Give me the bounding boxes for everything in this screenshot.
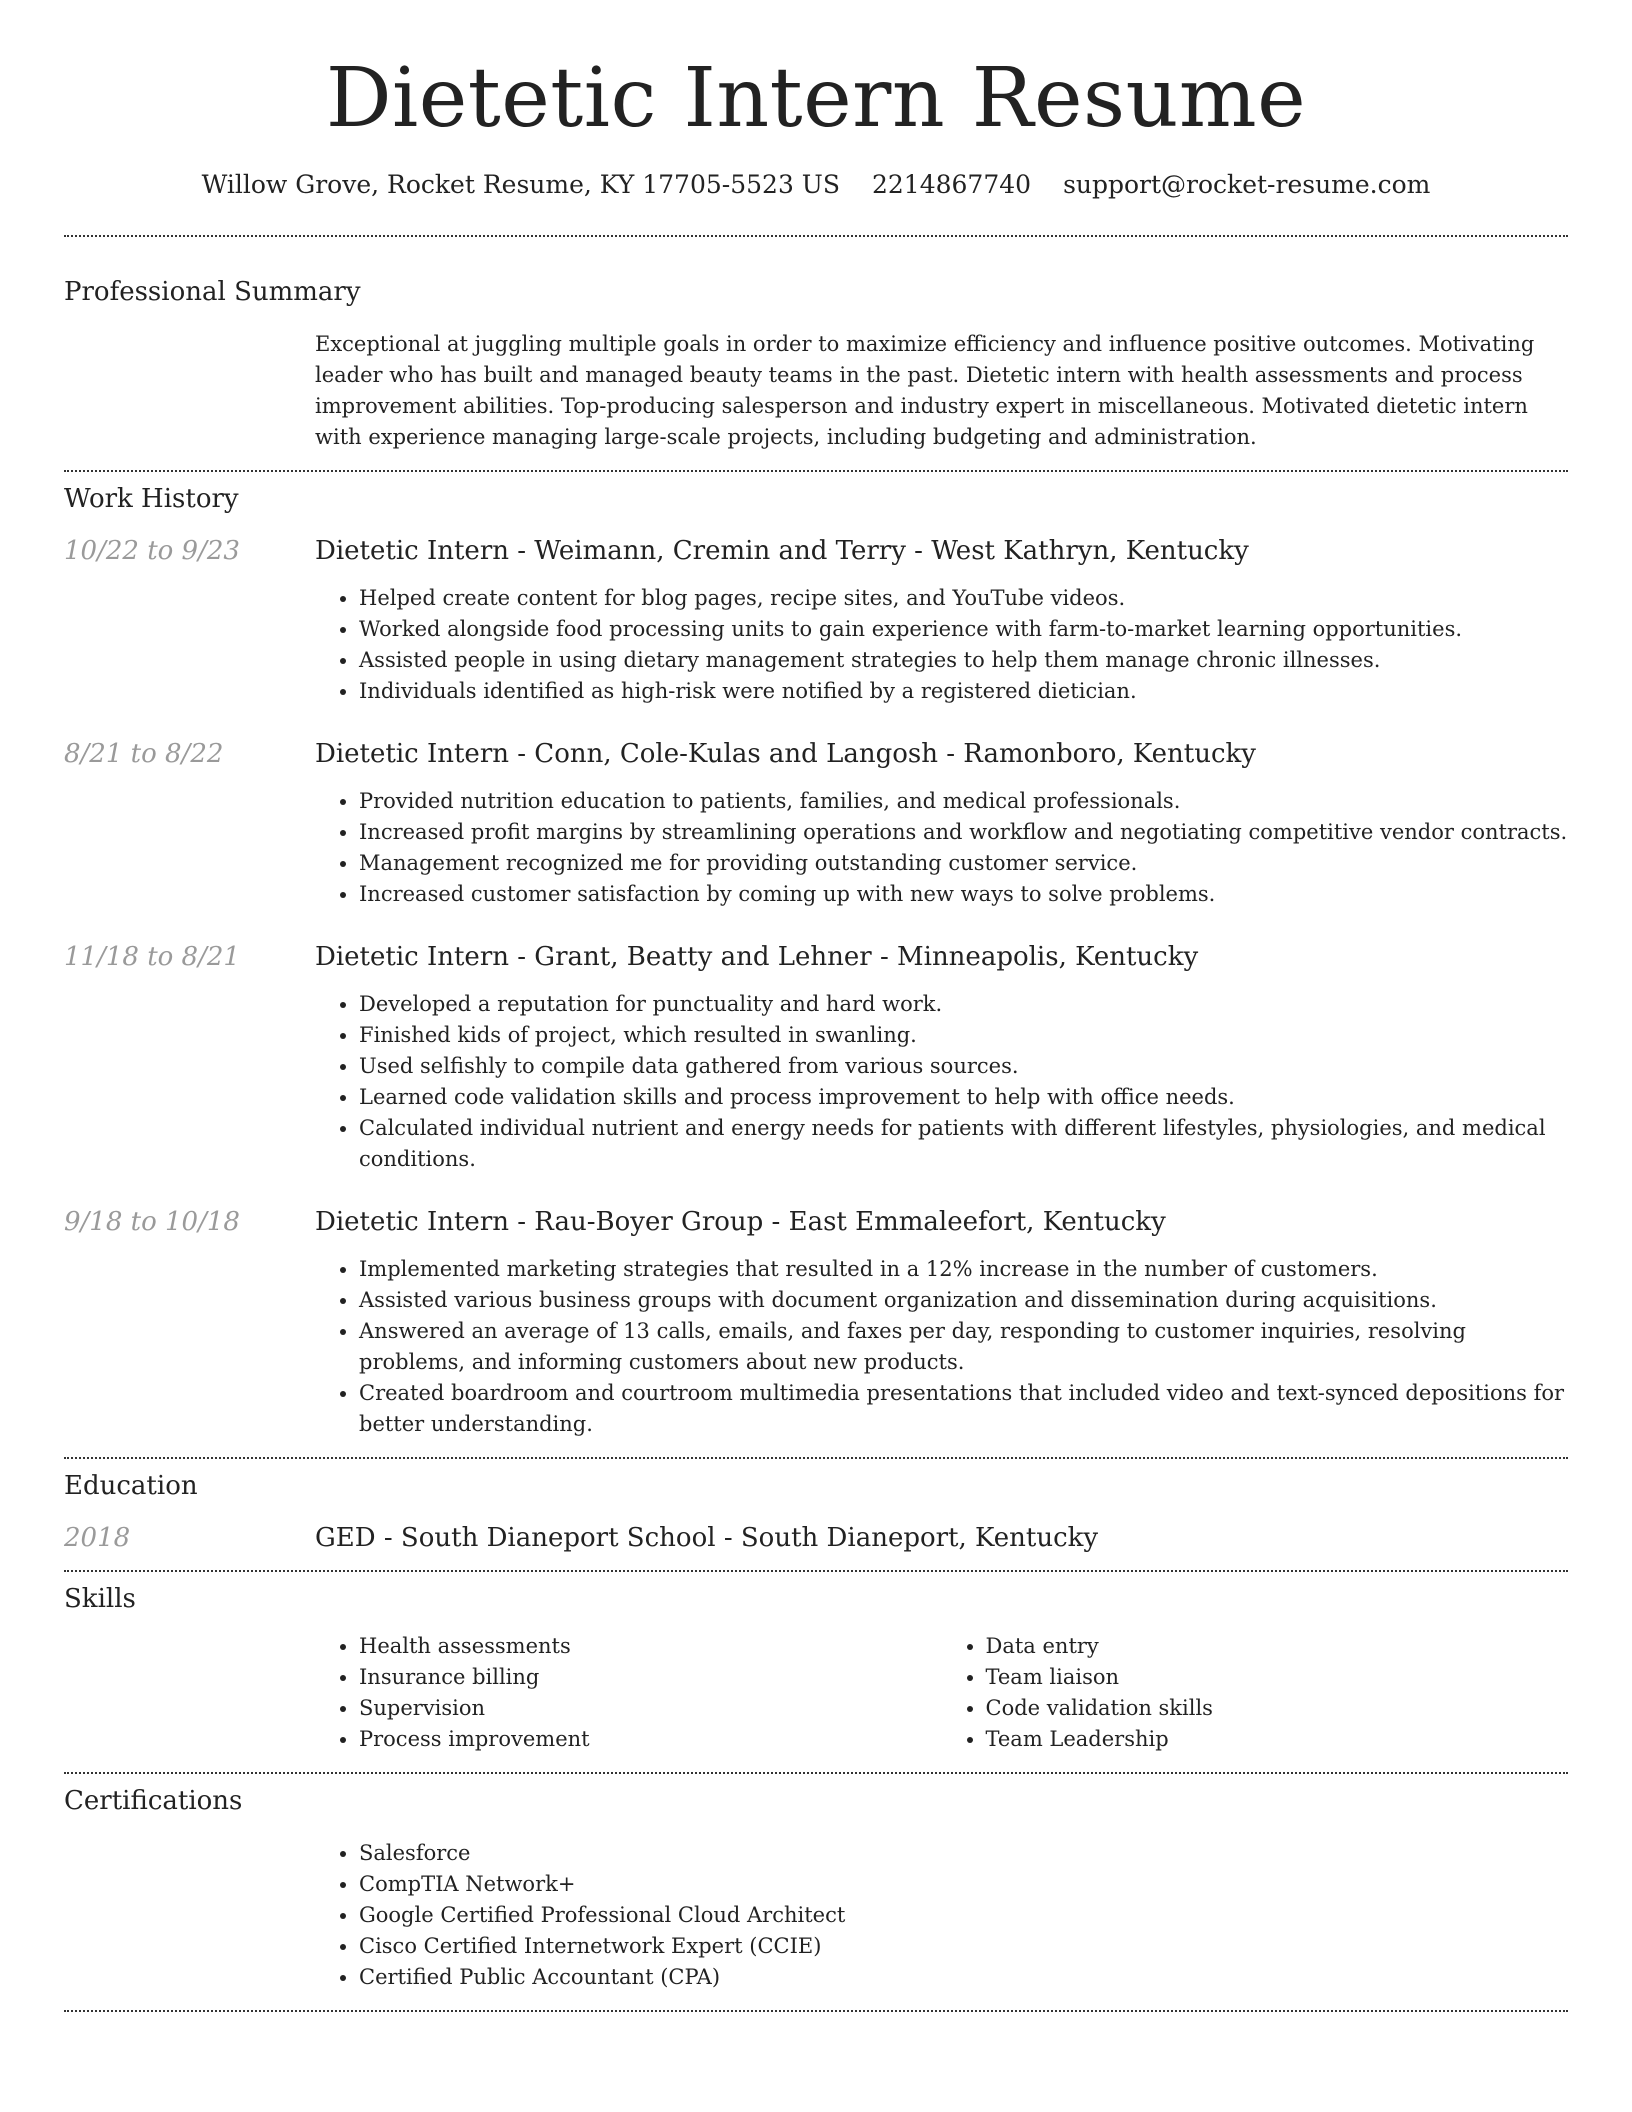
certification-item: • Google Certified Professional Cloud Architect (359, 1900, 1568, 1931)
skill-item: • Data entry (986, 1631, 1569, 1662)
list-item: • Increased profit margins by streamlining operations and workflow and negotiating competitive vendor contracts. (359, 817, 1568, 848)
job-title: Dietetic Intern - Conn, Cole-Kulas and Langosh - Ramonboro, Kentucky (315, 739, 1256, 770)
skill-item: • Supervision (359, 1693, 942, 1724)
job-entry (64, 942, 1568, 1175)
job-title: Dietetic Intern - Weimann, Cremin and Terry - West Kathryn, Kentucky (315, 536, 1249, 567)
list-item: • Answered an average of 13 calls, emails, and faxes per day, responding to customer inquiries, resolving problems, and informing customers about new products. (359, 1316, 1568, 1378)
list-item: • Implemented marketing strategies that resulted in a 12% increase in the number of customers. (359, 1254, 1568, 1285)
section-divider (64, 470, 1568, 472)
job-dates: 8/21 to 8/22 (64, 739, 224, 770)
list-item: • Worked alongside food processing units to gain experience with farm-to-market learning opportunities. (359, 614, 1568, 645)
list-item: • Individuals identified as high-risk were notified by a registered dietician. (359, 676, 1568, 707)
work-history-heading: Work History (64, 484, 239, 515)
skills-list-right (942, 1631, 1569, 1755)
job-entry (64, 1207, 1568, 1440)
education-entry (64, 1523, 1568, 1553)
job-dates: 10/22 to 9/23 (64, 536, 240, 567)
skill-item: • Health assessments (359, 1631, 942, 1662)
section-divider (64, 235, 1568, 237)
job-bullets (315, 786, 1568, 910)
summary-heading: Professional Summary (64, 277, 361, 308)
education-title: GED - South Dianeport School - South Dianeport, Kentucky (315, 1523, 1099, 1554)
section-divider (64, 1570, 1568, 1572)
skills-heading: Skills (64, 1584, 136, 1615)
section-divider (64, 1772, 1568, 1774)
education-year: 2018 (64, 1523, 131, 1554)
list-item: • Learned code validation skills and process improvement to help with office needs. (359, 1082, 1568, 1113)
skills-list-left (315, 1631, 942, 1755)
contact-address: Willow Grove, Rocket Resume, KY 17705-5523 US (201, 170, 840, 200)
list-item: • Helped create content for blog pages, recipe sites, and YouTube videos. (359, 583, 1568, 614)
job-dates: 11/18 to 8/21 (64, 942, 240, 973)
contact-phone: 2214867740 (872, 170, 1032, 200)
list-item: • Management recognized me for providing outstanding customer service. (359, 848, 1568, 879)
list-item: • Finished kids of project, which resulted in swanling. (359, 1020, 1568, 1051)
certifications-section (64, 1786, 1568, 1993)
list-item: • Assisted various business groups with document organization and dissemination during acquisitions. (359, 1285, 1568, 1316)
list-item: • Used selfishly to compile data gathered from various sources. (359, 1051, 1568, 1082)
job-entry (64, 739, 1568, 910)
list-item: • Developed a reputation for punctuality and hard work. (359, 989, 1568, 1020)
skill-item: • Team Leadership (986, 1724, 1569, 1755)
skill-item: • Team liaison (986, 1662, 1569, 1693)
job-bullets (315, 583, 1568, 707)
job-bullets (315, 989, 1568, 1175)
skill-item: • Insurance billing (359, 1662, 942, 1693)
section-divider (64, 1457, 1568, 1459)
certification-item: • CompTIA Network+ (359, 1869, 1568, 1900)
work-history-section (64, 484, 1568, 1440)
skill-item: • Process improvement (359, 1724, 942, 1755)
skill-item: • Code validation skills (986, 1693, 1569, 1724)
certifications-heading: Certifications (64, 1786, 243, 1817)
list-item: • Provided nutrition education to patients, families, and medical professionals. (359, 786, 1568, 817)
education-section (64, 1471, 1568, 1553)
education-heading: Education (64, 1471, 198, 1502)
list-item: • Calculated individual nutrient and energy needs for patients with different lifestyles, physiologies, and medical conditions. (359, 1113, 1568, 1175)
summary-text: Exceptional at juggling multiple goals in order to maximize efficiency and influence positive outcomes. Motivating leader who has built and managed beauty teams in the past. Dietetic intern with health assessments and process improvement abilities. Top-producing salesperson and industry expert in miscellaneous. Motivated dietetic intern with experience managing large-scale projects, including budgeting and administration. (315, 332, 1535, 450)
summary-section (64, 277, 1568, 453)
skills-section (64, 1584, 1568, 1755)
certifications-list (315, 1838, 1568, 1993)
certification-item: • Salesforce (359, 1838, 1568, 1869)
job-title: Dietetic Intern - Rau-Boyer Group - East Emmaleefort, Kentucky (315, 1207, 1166, 1238)
resume-title: Dietetic Intern Resume (325, 51, 1307, 146)
list-item: • Increased customer satisfaction by coming up with new ways to solve problems. (359, 879, 1568, 910)
list-item: • Created boardroom and courtroom multimedia presentations that included video and text-synced depositions for better understanding. (359, 1378, 1568, 1440)
list-item: • Assisted people in using dietary management strategies to help them manage chronic illnesses. (359, 645, 1568, 676)
certification-item: • Cisco Certified Internetwork Expert (CCIE) (359, 1931, 1568, 1962)
job-dates: 9/18 to 10/18 (64, 1207, 240, 1238)
job-title: Dietetic Intern - Grant, Beatty and Lehner - Minneapolis, Kentucky (315, 942, 1199, 973)
section-divider (64, 2010, 1568, 2012)
certification-item: • Certified Public Accountant (CPA) (359, 1962, 1568, 1993)
job-bullets (315, 1254, 1568, 1440)
contact-email: support@rocket-resume.com (1063, 170, 1431, 200)
job-entry (64, 536, 1568, 707)
contact-info (64, 170, 1568, 199)
